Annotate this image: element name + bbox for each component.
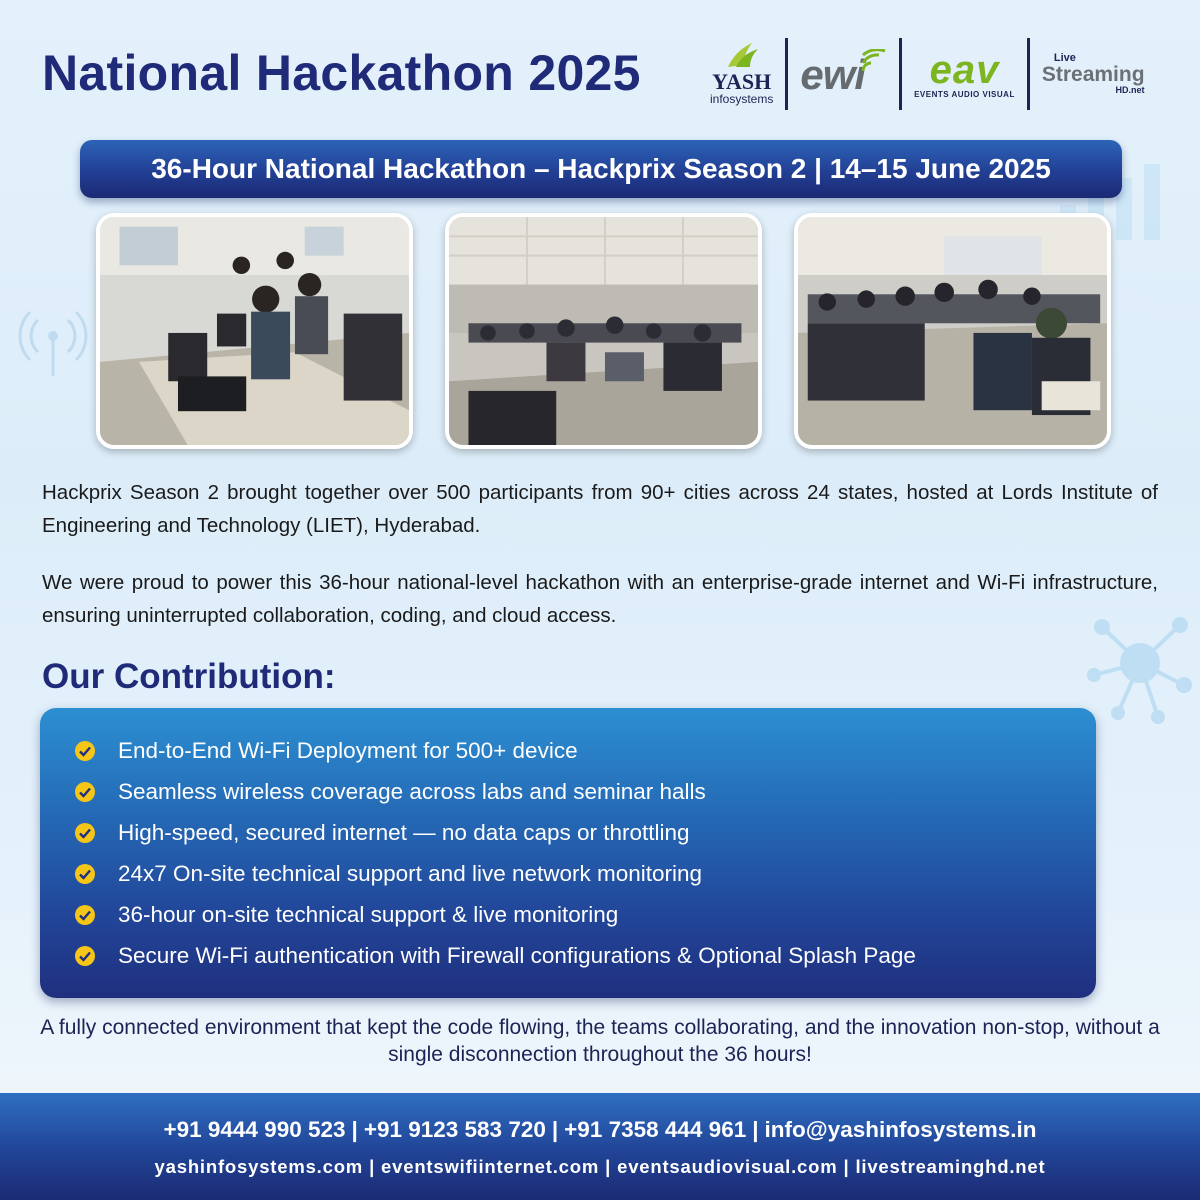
contribution-list: [40, 708, 1096, 998]
event-photo-lab-2: [445, 213, 762, 449]
event-photo-lab-3: [794, 213, 1111, 449]
check-circle-icon: [74, 781, 96, 803]
list-item-text: End-to-End Wi-Fi Deployment for 500+ device: [118, 737, 578, 763]
partner-logos: [710, 34, 1145, 114]
contribution-heading: Our Contribution:: [42, 657, 336, 696]
list-item-text: 24x7 On-site technical support and live network monitoring: [118, 860, 703, 886]
website-link[interactable]: eventswifiinternet.com: [381, 1156, 600, 1177]
phone-link[interactable]: +91 9123 583 720: [363, 1117, 546, 1142]
separator: |: [551, 1117, 559, 1142]
ewi-logo: [800, 34, 887, 114]
website-link[interactable]: yashinfosystems.com: [154, 1156, 364, 1177]
separator: |: [351, 1117, 358, 1142]
livestreaming-logo-top: Live: [1053, 52, 1076, 64]
logo-divider: [1027, 38, 1030, 110]
page-title: National Hackathon 2025: [42, 45, 641, 101]
separator: |: [605, 1156, 612, 1177]
logo-divider: [785, 38, 788, 110]
website-link[interactable]: eventsaudiovisual.com: [617, 1156, 838, 1177]
separator: |: [843, 1156, 850, 1177]
livestreaming-logo: [1042, 34, 1145, 114]
check-circle-icon: [74, 945, 96, 967]
event-banner: [80, 140, 1122, 198]
list-item: [74, 935, 1096, 976]
footer: [0, 1093, 1200, 1200]
list-item: [74, 812, 1096, 853]
phone-link[interactable]: +91 9444 990 523: [163, 1117, 346, 1142]
list-item-text: Secure Wi-Fi authentication with Firewall configurations & Optional Splash Page: [118, 942, 916, 968]
website-row: [0, 1156, 1200, 1178]
check-circle-icon: [74, 904, 96, 926]
livestreaming-logo-name: Streaming: [1041, 63, 1145, 86]
phone-link[interactable]: +91 7358 444 961: [564, 1117, 747, 1142]
eav-logo-name: eav: [929, 47, 1000, 92]
ewi-logo-name: ewi: [800, 51, 866, 98]
event-photos: [96, 213, 1116, 449]
check-circle-icon: [74, 822, 96, 844]
event-photo-lab-1: [96, 213, 413, 449]
separator: |: [369, 1156, 376, 1177]
list-item-text: High-speed, secured internet — no data caps or throttling: [118, 819, 690, 845]
intro-paragraph: Hackprix Season 2 brought together over 500 participants from 90+ cities across 24 states, hosted at Lords Institute of Engineering and Technology (LIET), Hyderabad.: [42, 481, 1158, 537]
logo-divider: [899, 38, 902, 110]
wifi-antenna-decoration: [18, 300, 88, 380]
closing-statement: A fully connected environment that kept the code flowing, the teams collaborating, and the innovation non-stop, without a single disconnection throughout the 36 hours!: [40, 1016, 1160, 1067]
list-item: [74, 730, 1096, 771]
yash-logo-name: YASH: [712, 69, 772, 95]
website-link[interactable]: livestreaminghd.net: [855, 1156, 1046, 1177]
check-circle-icon: [74, 740, 96, 762]
separator: |: [752, 1117, 759, 1142]
event-banner-text: 36-Hour National Hackathon – Hackprix Season 2 | 14–15 June 2025: [151, 153, 1051, 184]
list-item: [74, 853, 1096, 894]
list-item: [74, 894, 1096, 935]
list-item-text: 36-hour on-site technical support & live monitoring: [118, 901, 619, 927]
contact-row: [0, 1117, 1200, 1143]
yash-infosystems-logo: [710, 34, 773, 114]
yash-logo-sub: infosystems: [710, 92, 774, 107]
email-link[interactable]: info@yashinfosystems.in: [764, 1117, 1037, 1142]
livestreaming-logo-sub: HD.net: [1115, 85, 1145, 95]
eav-logo: [914, 34, 1015, 114]
yash-bird-icon: [722, 41, 762, 71]
eav-logo-sub: EVENTS AUDIO VISUAL: [914, 89, 1015, 99]
wifi-icon: [859, 49, 887, 75]
list-item: [74, 771, 1096, 812]
list-item-text: Seamless wireless coverage across labs and seminar halls: [118, 778, 706, 804]
support-paragraph: We were proud to power this 36-hour national-level hackathon with an enterprise-grade internet and Wi-Fi infrastructure, ensuring uninterrupted collaboration, coding, and cloud access.: [42, 571, 1158, 627]
check-circle-icon: [74, 863, 96, 885]
